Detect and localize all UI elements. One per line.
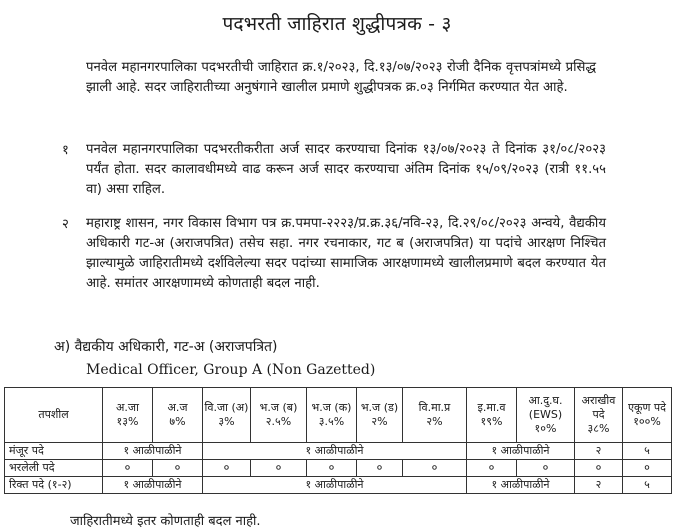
table-cell: ०: [403, 460, 467, 477]
table-cell: ०: [103, 460, 153, 477]
table-cell: १ आळीपाळीने: [467, 477, 575, 494]
header-open: अराखीव पदे ३८%: [575, 388, 623, 443]
header-vja: वि.जा (अ) ३%: [203, 388, 251, 443]
header-obc: इ.मा.व १९%: [467, 388, 517, 443]
table-cell: १ आळीपाळीने: [203, 443, 467, 460]
row-label: मंजूर पदे: [5, 443, 103, 460]
table-cell: ०: [203, 460, 251, 477]
header-st: अ.ज ७%: [153, 388, 203, 443]
table-cell: ५: [623, 477, 672, 494]
table-cell: ०: [307, 460, 357, 477]
header-ntb: भ.ज (ब) २.५%: [251, 388, 307, 443]
table-cell: १ आळीपाळीने: [467, 443, 575, 460]
intro-paragraph: पनवेल महानगरपालिका पदभरतीची जाहिरात क्र.१/२०२३, दि.१३/०७/२०२३ रोजी दैनिक वृत्तपत्रांमध्ये प्रसिद्ध झाली आहे. सदर जाहिरातीच्या अनुषंगाने खालील प्रमाणे शुद्धीपत्रक क्र.०३ निर्गमित करण्यात येत आहे.: [86, 60, 596, 95]
table-cell: ०: [623, 460, 672, 477]
table-header-row: [5, 388, 672, 443]
item-text-2: महाराष्ट्र शासन, नगर विकास विभाग पत्र क्र.पमपा-२२२३/प्र.क्र.३६/नवि-२३, दि.२९/०८/२०२३ अन्वये, वैद्यकीय अधिकारी गट-अ (अराजपत्रित) तसेच सहा. नगर रचनाकार, गट ब (अराजपत्रित) या पदांचे आरक्षण निश्चित झाल्यामुळे जाहिरातीमध्ये दर्शविलेल्या सदर पदांच्या सामाजिक आरक्षणामध्ये खालीलप्रमाणे बदल करण्यात येत आहे. समांतर आरक्षणामध्ये कोणताही बदल नाही.: [86, 216, 606, 291]
table-cell: ०: [251, 460, 307, 477]
row-label: भरलेली पदे: [5, 460, 103, 477]
page-title: पदभरती जाहिरात शुद्धीपत्रक - ३: [222, 13, 452, 35]
section-heading-english: Medical Officer, Group A (Non Gazetted): [86, 362, 376, 378]
header-ntc: भ.ज (क) ३.५%: [307, 388, 357, 443]
header-ntd: भ.ज (ड) २%: [357, 388, 403, 443]
table-cell: २: [575, 443, 623, 460]
section-heading-marathi: अ) वैद्यकीय अधिकारी, गट-अ (अराजपत्रित): [54, 339, 278, 355]
table-cell: ०: [357, 460, 403, 477]
table-cell: ०: [517, 460, 575, 477]
table-row: [5, 460, 672, 477]
footer-note: जाहिरातीमध्ये इतर कोणताही बदल नाही.: [70, 514, 261, 529]
item-number-2: २: [62, 217, 69, 232]
table-cell: ०: [153, 460, 203, 477]
table-cell: १ आळीपाळीने: [103, 477, 203, 494]
header-ews: आ.दु.घ. (EWS) १०%: [517, 388, 575, 443]
header-sc: अ.जा १३%: [103, 388, 153, 443]
table-cell: १ आळीपाळीने: [103, 443, 203, 460]
table-row: [5, 477, 672, 494]
header-total: एकूण पदे १००%: [623, 388, 672, 443]
table-cell: २: [575, 477, 623, 494]
header-details: तपशील: [5, 388, 103, 443]
row-label: रिक्त पदे (१-२): [5, 477, 103, 494]
reservation-table: [4, 387, 672, 494]
table-row: [5, 443, 672, 460]
table-cell: ०: [467, 460, 517, 477]
item-number-1: १: [62, 143, 69, 158]
table-cell: ०: [575, 460, 623, 477]
table-cell: ५: [623, 443, 672, 460]
item-text-1: पनवेल महानगरपालिका पदभरतीकरीता अर्ज सादर करण्याचा दिनांक १३/०७/२०२३ ते दिनांक ३१/०८/२०२३ पर्यंत होता. सदर कालावधीमध्ये वाढ करून अर्ज सादर करण्याचा अंतिम दिनांक १५/०९/२०२३ (रात्री ११.५५ वा) असा राहिल.: [86, 142, 606, 197]
header-sbc: वि.मा.प्र २%: [403, 388, 467, 443]
table-cell: १ आळीपाळीने: [203, 477, 467, 494]
